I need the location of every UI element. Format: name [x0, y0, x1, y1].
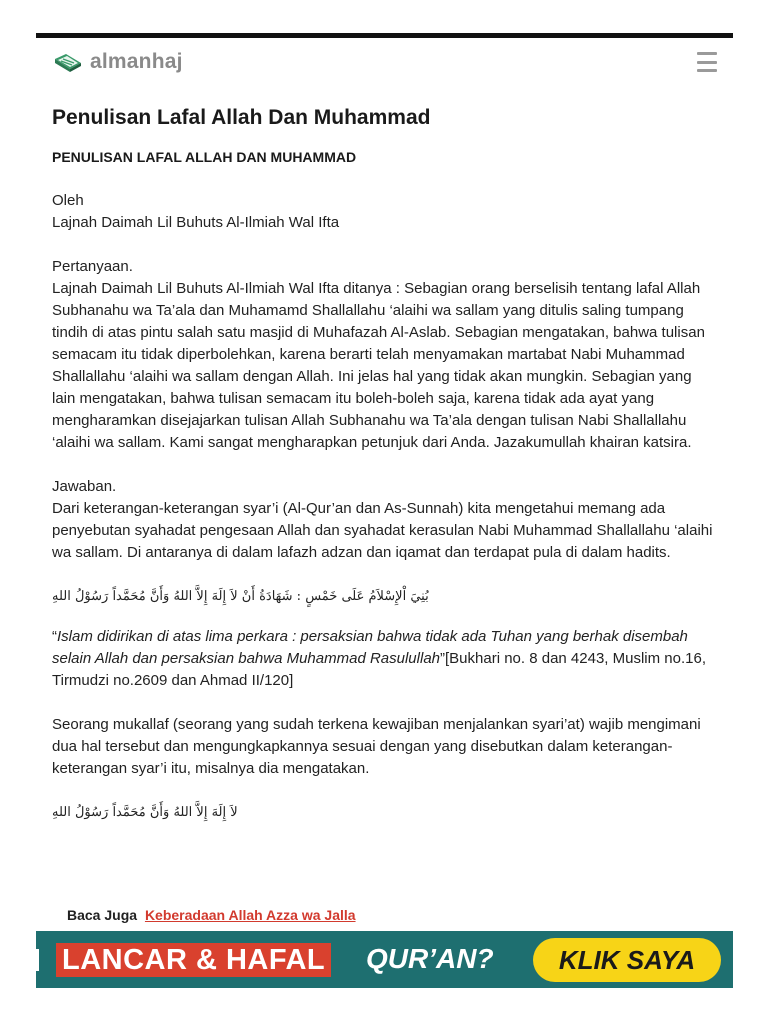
- hadith-translation: [52, 626, 716, 692]
- related-article: [67, 905, 356, 925]
- logo-text: almanhaj: [90, 50, 183, 73]
- banner-question: QUR’AN?: [366, 943, 494, 974]
- author: Lajnah Daimah Lil Buhuts Al-Ilmiah Wal Ifta: [52, 214, 340, 231]
- site-header: [36, 38, 733, 88]
- mukallaf-paragraph: Seorang mukallaf (seorang yang sudah terkena kewajiban menjalankan syari’at) wajib mengimani dua hal tersebut dan mengungkapkannya sesuai dengan yang disebutkan dalam keterangan-keterangan syar’i itu, misalnya dia mengatakan.: [52, 716, 701, 777]
- question-text: Lajnah Daimah Lil Buhuts Al-Ilmiah Wal Ifta ditanya : Sebagian orang berselisih tentang lafal Allah Subhanahu wa Ta’ala dan Muhamamd Shallallahu ‘alaihi wa sallam yang ditulis saling tumpang tindih di atas pintu salah satu masjid di Muhafazah Al-Aslab. Sebagian mengatakan, bahwa tulisan semacam itu tidak diperbolehkan, karena berarti telah menyamakan martabat Nabi Muhammad Shallallahu ‘alaihi wa sallam dengan Allah. Ini jelas hal yang tidak akan mungkin. Sebagian yang lain mengatakan, bahwa tulisan semacam itu boleh-boleh saja, karena tidak ada ayat yang mengharamkan disejajarkan tulisan Allah Subhanahu wa Ta’ala dengan tulisan Nabi Shallallahu ‘alaihi wa sallam. Kami sangat mengharapkan petunjuk dari Anda. Jazakumullah khairan katsira.: [52, 280, 705, 451]
- quote-reference: ”[Bukhari no. 8 dan 4243, Muslim no.16, Tirmudzi no.2609 dan Ahmad II/120]: [52, 650, 707, 689]
- related-label: Baca Juga: [67, 907, 138, 923]
- quote-italic: Islam didirikan di atas lima perkara : persaksian bahwa tidak ada Tuhan yang berhak disembah selain Allah dan persaksian bahwa Muhammad Rasulullah: [52, 628, 688, 667]
- ad-banner[interactable]: [36, 931, 733, 988]
- banner-headline: LANCAR & HAFAL: [56, 943, 331, 977]
- answer-text: Dari keterangan-keterangan syar’i (Al-Qur’an dan As-Sunnah) kita mengetahui memang ada penyebutan syahadat pengesaan Allah dan syahadat kerasulan Nabi Muhammad Shallallahu ‘alaihi wa sallam. Di antaranya di dalam lafazh adzan dan iqamat dan terdapat pula di dalam hadits.: [52, 500, 713, 561]
- question-label: Pertanyaan.: [52, 258, 133, 275]
- article: [52, 100, 716, 837]
- site-logo[interactable]: [52, 50, 183, 74]
- page-title: Penulisan Lafal Allah Dan Muhammad: [52, 106, 431, 129]
- by-label: Oleh: [52, 192, 84, 209]
- arabic-shahada-text: لاَ إِلَهَ إِلاَّ اللهُ وَأَنَّ مُحَمَّداً رَسُوْلُ اللهِ: [52, 805, 238, 820]
- article-subtitle: PENULISAN LAFAL ALLAH DAN MUHAMMAD: [52, 149, 357, 165]
- banner-cta-button[interactable]: KLIK SAYA: [533, 938, 721, 982]
- quill-book-icon: [52, 51, 84, 73]
- answer-label: Jawaban.: [52, 478, 117, 495]
- arabic-hadith: [52, 586, 716, 608]
- related-link[interactable]: Keberadaan Allah Azza wa Jalla: [144, 907, 356, 923]
- arabic-shahada: [52, 802, 716, 824]
- banner-edge-mark: [36, 949, 39, 971]
- hamburger-menu-icon[interactable]: [697, 52, 717, 72]
- quote-open: “: [52, 628, 57, 645]
- arabic-hadith-text: بُنِيَ اْلإِسْلاَمُ عَلَى خَمْسٍ : شَهَادَةُ أَنْ لاَ إِلَهَ إِلاَّ اللهُ وَأَنَّ مُحَمَّداً رَسُوْلُ اللهِ: [52, 589, 429, 604]
